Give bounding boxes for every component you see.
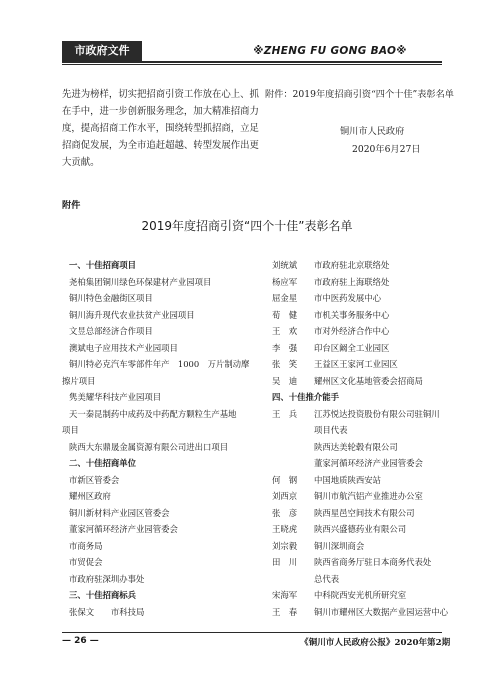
page-number: — 26 —	[62, 636, 99, 646]
organization: 董家河循环经济产业园管委会	[314, 458, 423, 468]
list-item: 陕西大东鼎晟金属资源有限公司进出口项目	[69, 441, 229, 452]
person-name: 杨应军	[272, 276, 298, 287]
list-item	[272, 457, 423, 469]
list-item	[272, 259, 389, 271]
list-item	[272, 309, 389, 321]
list-item	[272, 276, 389, 288]
list-item	[272, 292, 381, 304]
organization: 中国地质陕西安站	[314, 474, 381, 485]
list-item	[272, 474, 381, 486]
list-item: 市政府驻深圳办事处	[69, 573, 145, 584]
list-item: 尧柏集团铜川绿色环保建材产业园项目	[69, 276, 212, 287]
organization: 市政府驻北京联络处	[314, 260, 390, 270]
list-item: 铜川新材料产业园区管委会	[69, 507, 170, 518]
person-name: 吴 迪	[272, 375, 298, 386]
list-item	[272, 441, 398, 453]
header-rule	[62, 61, 442, 63]
attachment-label: 附件	[62, 200, 81, 211]
organization: 市对外经济合作中心	[314, 326, 390, 336]
person-name: 王晓虎	[272, 524, 298, 534]
list-item: 市贸促会	[69, 557, 103, 567]
person-name: 王 春	[272, 606, 298, 617]
organization: 陕西兴盛德药业有限公司	[314, 524, 407, 534]
person-name: 刘西京	[272, 491, 298, 501]
publication-banner: ※ZHENG FU GONG BAO※	[253, 45, 407, 57]
list-item: 市商务局	[69, 540, 103, 551]
list-item: 铜川特必克汽车零部件年产 1000 万片制动摩	[69, 359, 250, 369]
footer-rule	[62, 632, 442, 633]
organization: 王益区王家河工业园区	[314, 359, 398, 369]
intro-line: 度，提高招商工作水平，围绕转型抓招商，立足	[62, 123, 259, 134]
organization: 市机关事务服务中心	[314, 309, 390, 320]
person-name: 宋海军	[272, 590, 298, 600]
section-heading: 四、十佳推介能手	[272, 392, 339, 402]
list-item: 澳斌电子应用技术产业园项目	[69, 342, 178, 353]
organization: 市中医药发展中心	[314, 293, 381, 303]
document-title: 2019年度招商引资“四个十佳”表彰名单	[141, 219, 353, 233]
organization: 铜川市航汽铝产业推进办公室	[314, 491, 423, 501]
list-item: 铜川海升现代农业扶贫产业园项目	[69, 309, 195, 320]
list-item	[272, 523, 406, 535]
list-item	[272, 408, 440, 420]
list-item	[272, 424, 348, 436]
organization: 耀州区文化基地管委会招商局	[314, 375, 423, 386]
attachment-note: 附件：2019年度招商引资“四个十佳”表彰名单	[265, 89, 454, 100]
organization: 陕西星邑空间技术有限公司	[314, 507, 415, 518]
person-name: 张 彦	[272, 507, 298, 518]
list-item	[272, 556, 431, 568]
person-name: 何 钢	[272, 474, 298, 485]
list-item: 文昱总部经济合作项目	[69, 326, 153, 336]
organization: 市政府驻上海联络处	[314, 276, 390, 287]
list-item: 耀州区政府	[69, 491, 111, 501]
list-item	[272, 606, 448, 618]
organization: 江苏悦达投资股份有限公司驻铜川	[314, 408, 440, 419]
list-item	[272, 358, 398, 370]
intro-line: 在手中，进一步创新服务理念，加大精准招商力	[62, 106, 259, 117]
list-item: 天一秦昆制药中成药及中药配方颗粒生产基地	[69, 408, 237, 419]
person-name: 刘宗毅	[272, 540, 298, 551]
section-heading: 二、十佳招商单位	[69, 458, 136, 468]
organization: 铜川深圳商会	[314, 540, 365, 551]
person-name: 屈金星	[272, 293, 298, 303]
organization: 印台区阚全工业园区	[314, 342, 390, 353]
intro-line: 大贡献。	[62, 157, 100, 168]
person-name: 王 兵	[272, 408, 298, 419]
person-name: 王 欢	[272, 326, 298, 336]
list-item: 隽美耀华科技产业园项目	[69, 392, 162, 402]
list-item: 张保文 市科技局	[69, 606, 145, 617]
intro-paragraph	[62, 86, 260, 171]
list-item	[272, 325, 389, 337]
organization: 项目代表	[314, 425, 348, 435]
person-name: 荀 健	[272, 309, 298, 320]
list-item	[272, 589, 406, 601]
footer-publication: 《铜川市人民政府公报》2020年第2期	[300, 638, 451, 648]
list-item: 铜川特色金融街区项目	[69, 293, 153, 303]
person-name: 张 笑	[272, 359, 298, 369]
organization: 中科院西安光机所研究室	[314, 590, 407, 600]
person-name: 李 强	[272, 342, 298, 353]
intro-line: 先进为榜样，切实把招商引资工作放在心上、抓	[62, 89, 259, 100]
list-item: 市新区管委会	[69, 474, 120, 485]
section-tab: 市政府文件	[62, 41, 142, 61]
list-item	[272, 540, 364, 552]
organization: 陕西省商务厅驻日本商务代表处	[314, 557, 432, 567]
list-item: 擦片项目	[62, 375, 96, 386]
list-item	[272, 507, 415, 519]
organization: 陕西达美轮毂有限公司	[314, 441, 398, 452]
signature: 铜川市人民政府	[340, 126, 405, 137]
person-name: 刘统斌	[272, 260, 298, 270]
list-item: 项目	[62, 425, 79, 435]
organization: 总代表	[314, 573, 340, 584]
signature-date: 2020年6月27日	[352, 144, 421, 155]
intro-line: 招商促发展，为全市追赶超越、转型发展作出更	[62, 140, 259, 151]
header-rule-thin	[62, 64, 442, 65]
person-name: 田 川	[272, 557, 298, 567]
list-item	[272, 573, 339, 585]
section-heading: 一、十佳招商项目	[69, 260, 136, 270]
list-item	[272, 342, 389, 354]
section-heading: 三、十佳招商标兵	[69, 590, 136, 600]
organization: 铜川市耀州区大数据产业园运营中心	[314, 606, 448, 617]
list-item: 董家河循环经济产业园管委会	[69, 524, 178, 534]
list-item	[272, 375, 423, 387]
list-item	[272, 490, 423, 502]
